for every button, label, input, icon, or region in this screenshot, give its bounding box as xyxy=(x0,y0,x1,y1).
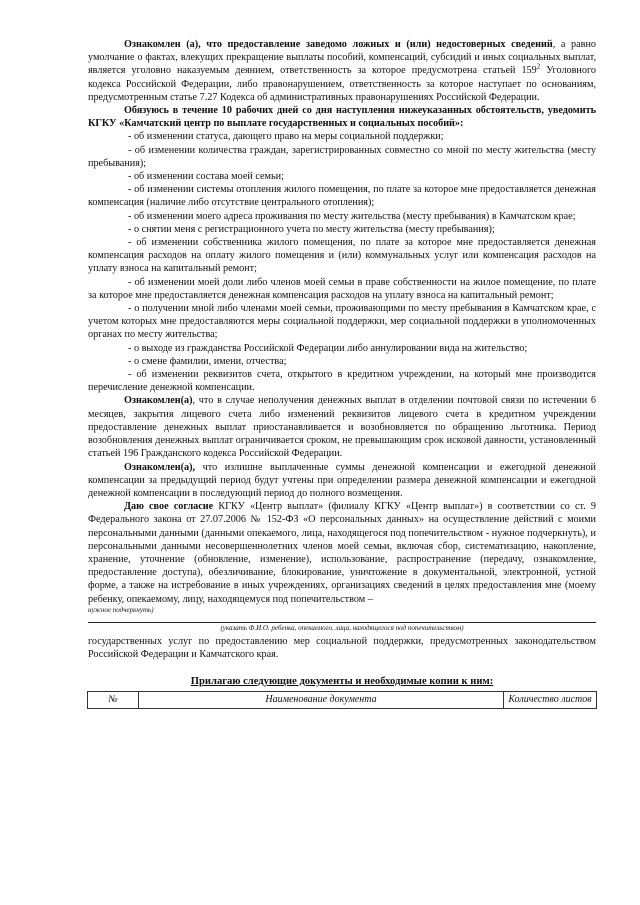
obligation-item: - об изменении реквизитов счета, открытого в кредитном учреждении, на который мне производится перечисление денежной компенсации. xyxy=(88,369,596,394)
obligation-item: - об изменении состава моей семьи; xyxy=(128,171,284,183)
suspension-notice: Ознакомлен(а), что в случае неполучения денежных выплат в отделении почтовой связи по истечении 6 месяцев, закрытия лицевого счета либо изменений реквизитов лицевого счета в кредитном учреждении предоставление денежных выплат приостанавливается и возобновляется по обращению льготника. Период возобновления денежных выплат ограничивается сроком, не превышающим срок исковой давности, установленный статьей 196 Гражданского кодекса Российской Федерации. xyxy=(88,395,596,460)
obligation-item: - об изменении моего адреса проживания по месту жительства (месту пребывания) в Камчатском крае; xyxy=(128,210,576,222)
obligation-item: - об изменении статуса, дающего право на меры социальной поддержки; xyxy=(128,131,444,143)
consent-hint: нужное подчеркнуть) xyxy=(88,605,154,614)
false-info-notice-text-after: Уголовного кодекса Российской Федерации, либо правонарушением, ответственность за которое наступает по основаниям, предусмотренным статье 7.27 Кодекса об административных правонарушениях Российской Федерации. xyxy=(88,65,596,103)
attachments-title: Прилагаю следующие документы и необходимые копии к ним: xyxy=(190,676,494,688)
col-name-header: Наименование документа xyxy=(139,692,504,709)
obligation-item: - о смене фамилии, имени, отчества; xyxy=(128,355,287,367)
obligation-item: - о снятии меня с регистрационного учета по месту жительства (месту пребывания); xyxy=(128,223,495,235)
obligation-item: - о получении мной либо членами моей семьи, проживающими по месту пребывания в Камчатском крае, с учетом которых мне предоставляются меры социальной поддержки, мер социальной поддержки в уполномоченных органах по месту жительства; xyxy=(88,303,596,341)
name-fill-line[interactable] xyxy=(88,622,596,623)
obligation-item: - о выходе из гражданства Российской Федерации либо аннулировании вида на жительство; xyxy=(128,342,528,354)
consent-paragraph: Даю свое согласие КГКУ «Центр выплат» (филиалу КГКУ «Центр выплат») в соответствии со ст. 9 Федерального закона от 27.07.2006 № 152-ФЗ «О персональных данных» на осуществление действий с моими персональными данными (данными опекаемого, лица, находящегося под попечительством - нужное подчеркнуть), и персональными данными несовершеннолетних членов моей семьи, включая сбор, систематизацию, накопление, хранение, уточнение (обновление, изменение), использование, распространение (передачу, ознакомление, предоставление доступа), обезличивание, блокирование, уничтожение в документальной, электронной, устной форме, а также на истребование в иных учреждениях, организациях сведений в целях предоставления мне (моему ребенку, опекаемому, лицу, находящемуся под попечительством – xyxy=(88,501,597,605)
obligation-item: - об изменении собственника жилого помещения, по плате за которое мне предоставляется денежная компенсация расходов на оплату жилого помещения и (или) коммунальных услуг или компенсация расходов на уплату взноса на капитальный ремонт; xyxy=(88,237,596,275)
name-fill-caption: (указать Ф.И.О. ребенка, опекаемого, лица, находящегося под попечительством) xyxy=(220,623,464,632)
col-number-header: № xyxy=(88,692,139,709)
obligation-item: - об изменении моей доли либо членов моей семьи в праве собственности на жилое помещение, по плате за которое мне предоставляется денежная компенсация расходов на уплату взноса на капитальный ремонт; xyxy=(88,276,596,301)
col-qty-header: Количество листов xyxy=(504,692,597,709)
overpaid-notice: Ознакомлен(а), что излишне выплаченные суммы денежной компенсации и ежегодной денежной компенсации за предыдущий период будут учтены при определении размера денежной компенсации и ежегодной денежной компенсации в последующий период до полного возмещения. xyxy=(88,461,596,499)
obligation-item: - об изменении количества граждан, зарегистрированных совместно со мной по месту жительства (месту пребывания); xyxy=(88,144,596,169)
obligation-item: - об изменении системы отопления жилого помещения, по плате за которое мне предоставляется денежная компенсация (наличие либо отсутствие центрального отопления); xyxy=(88,184,596,209)
false-info-notice-bold: Ознакомлен (а), что предоставление заведомо ложных и (или) недостоверных сведений xyxy=(124,39,553,50)
article-superscript: 2 xyxy=(536,63,541,72)
false-info-notice xyxy=(88,38,596,104)
document-body xyxy=(88,38,596,709)
table-header-row xyxy=(88,692,597,709)
false-info-notice-text: , а равно умолчание о фактах, влекущих прекращение выплаты пособий, компенсаций, субсидий и иных социальных выплат, является уголовно наказуемым деянием, ответственность за которое предусмотрена статьей 159 xyxy=(88,39,596,77)
consent-end: государственных услуг по предоставлению мер социальной поддержки, предусмотренных законодательством Российской Федерации и Камчатского края. xyxy=(88,635,596,660)
obligation-heading: Обязуюсь в течение 10 рабочих дней со дня наступления нижеуказанных обстоятельств, уведомить КГКУ «Камчатский центр по выплате государственных и социальных пособий»: xyxy=(88,105,596,130)
attachments-table xyxy=(87,691,597,709)
